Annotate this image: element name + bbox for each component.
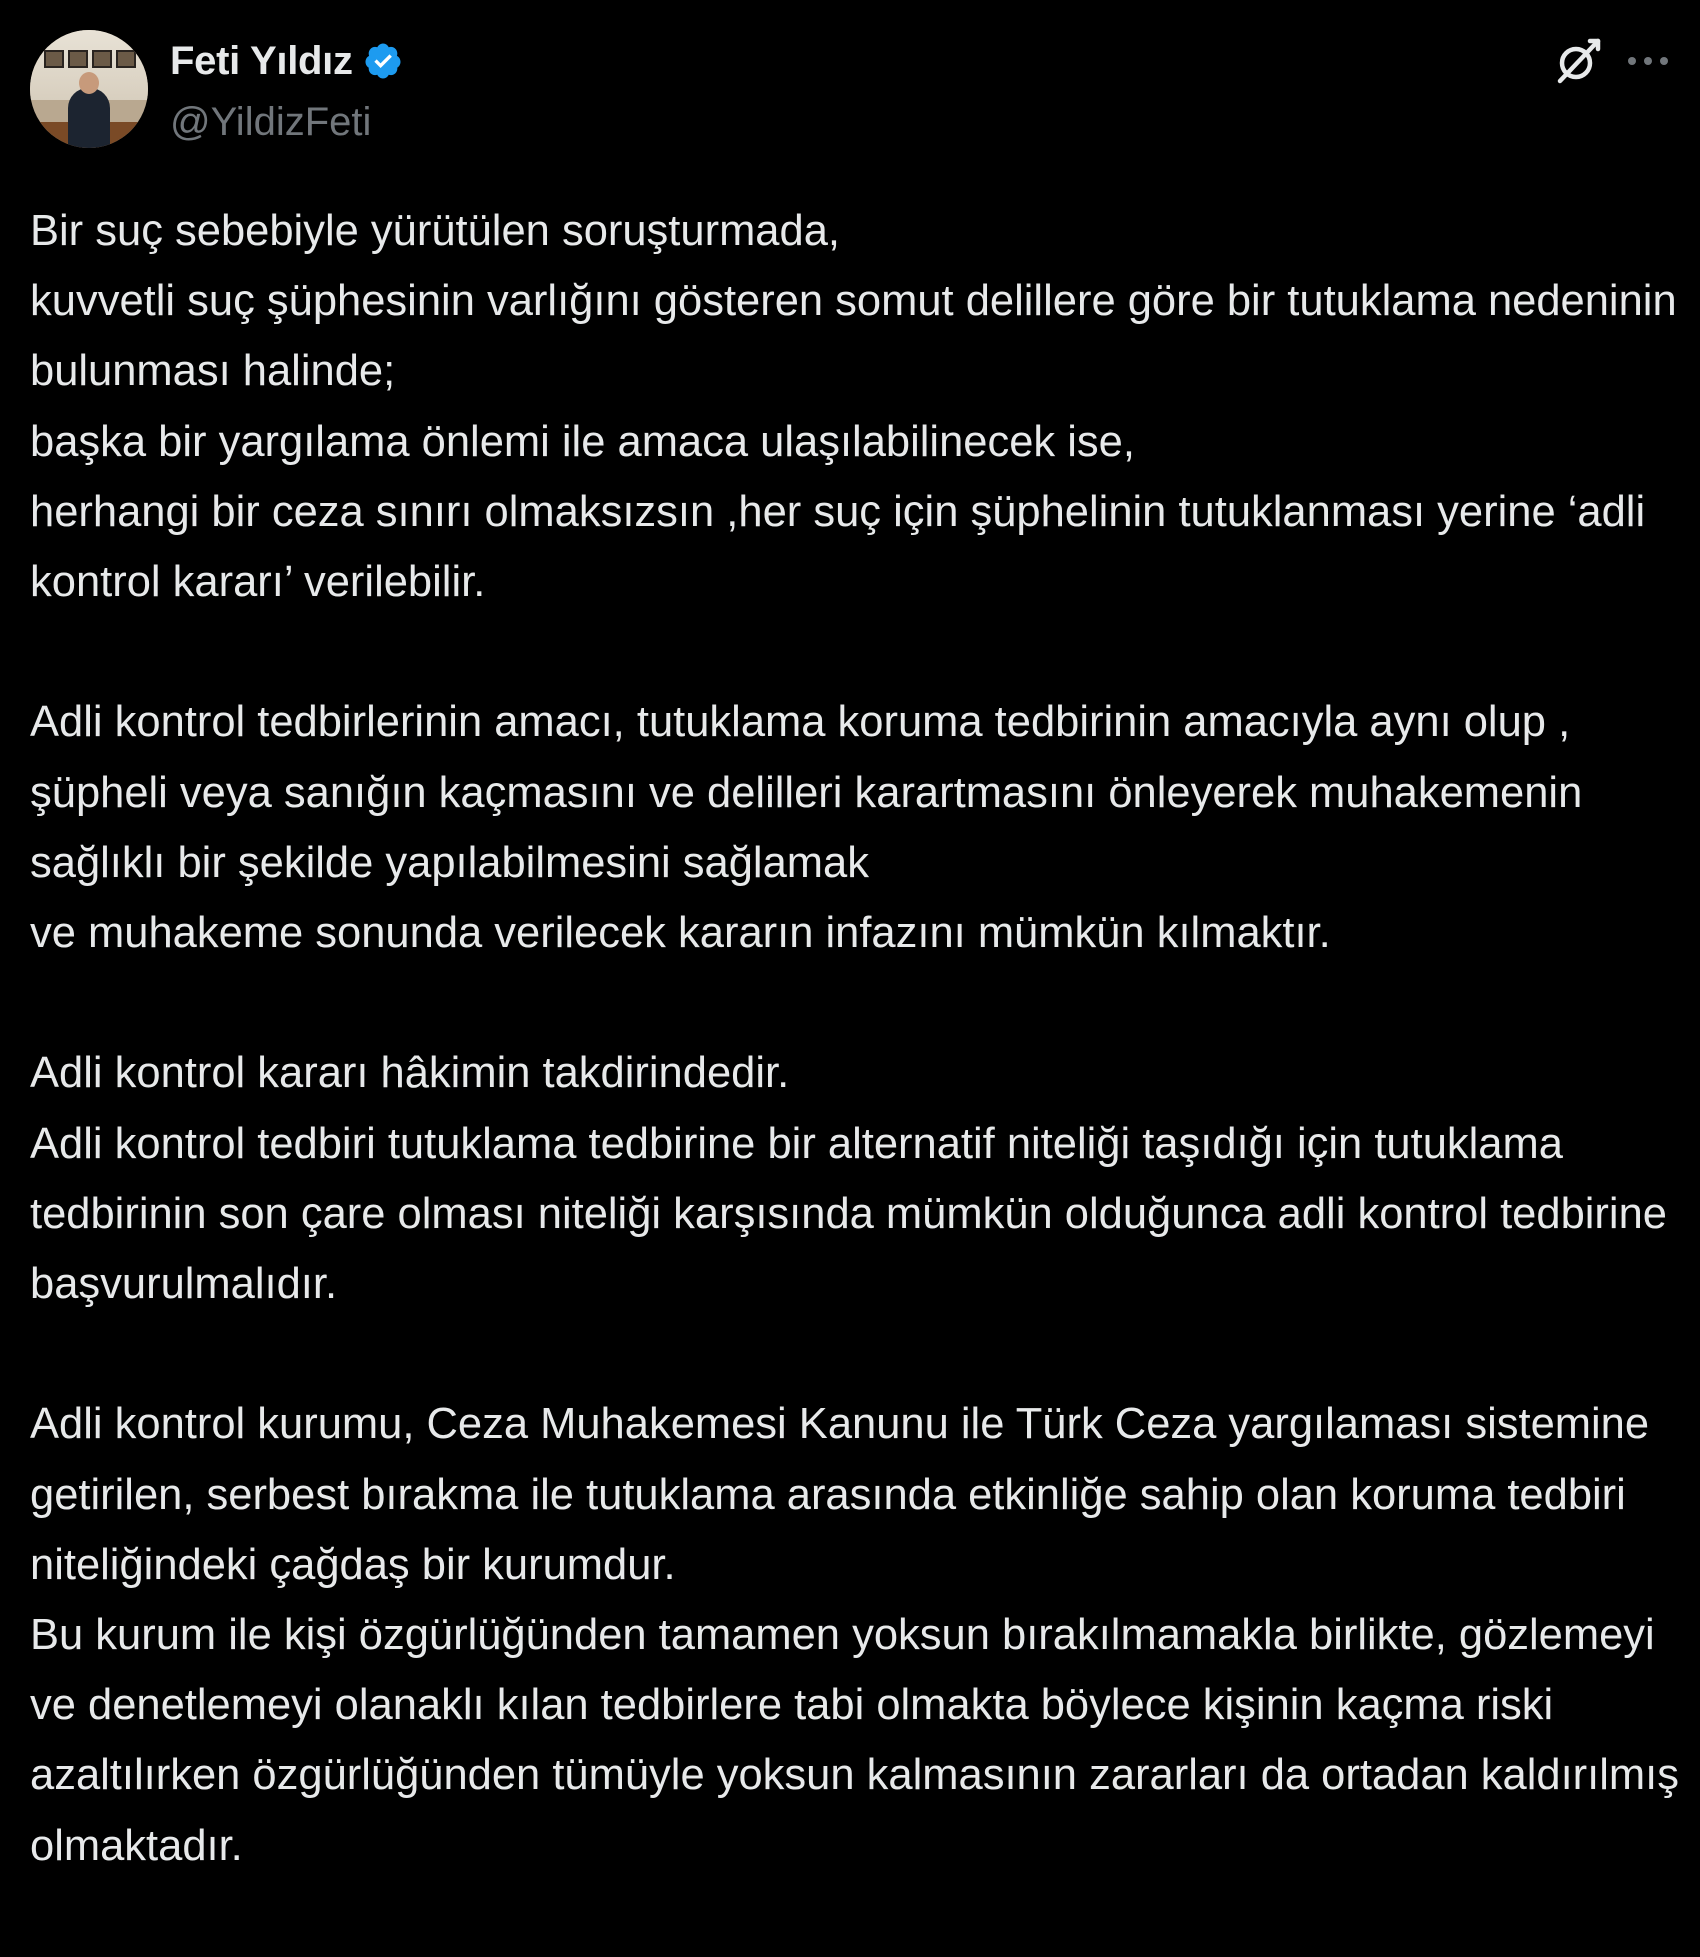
grok-icon[interactable] [1552,35,1604,87]
verified-badge-icon-svg [363,41,403,81]
more-options-icon[interactable] [1626,51,1670,71]
avatar-detail [79,72,99,94]
post-header [30,30,1670,155]
author-handle[interactable]: @YildizFeti [170,100,372,144]
grok-icon-svg [1552,35,1604,87]
author-display-name[interactable]: Feti Yıldız [170,38,353,83]
avatar-detail [68,50,88,68]
verified-badge-icon[interactable] [363,41,403,81]
avatar-detail [116,50,136,68]
avatar-detail [68,88,110,148]
avatar-detail [44,50,64,68]
post-text: Bir suç sebebiyle yürütülen soruşturmada, kuvvetli suç şüphesinin varlığını gösteren somut delillere göre bir tutuklama nedeninin bulunması halinde; başka bir yargılama önlemi ile amaca ulaşılabilinecek ise, herhangi bir ceza sınırı olmaksızsın ,her suç için şüphelinin tutuklanması yerine ‘adli kontrol kararı’ verilebilir. Adli kontrol tedbirlerinin amacı, tutuklama koruma tedbirinin amacıyla aynı olup , şüpheli veya sanığın kaçmasını ve delilleri karartmasını önleyerek muhakemenin sağlıklı bir şekilde yapılabilmesini sağlamak ve muhakeme sonunda verilecek kararın infazını mümkün kılmaktır. Adli kontrol kararı hâkimin takdirindedir. Adli kontrol tedbiri tutuklama tedbirine bir alternatif niteliği taşıdığı için tutuklama tedbirinin son çare olması niteliği karşısında mümkün olduğunca adli kontrol tedbirine başvurulmalıdır. Adli kontrol kurumu, Ceza Muhakemesi Kanunu ile Türk Ceza yargılaması sistemine getirilen, serbest bırakma ile tutuklama arasında etkinliğe sahip olan koruma tedbiri niteliğindeki çağdaş bir kurumdur. Bu kurum ile kişi özgürlüğünden tamamen yoksun bırakılmamakla birlikte, gözlemeyi ve denetlemeyi olanaklı kılan tedbirlere tabi olmakta böylece kişinin kaçma riski azaltılırken özgürlüğünden tümüyle yoksun kalmasının zararları da ortadan kaldırılmış olmaktadır. [30,207,1679,1870]
post-actions [1552,36,1670,86]
author-name-row [170,36,403,86]
more-options-icon-svg [1626,51,1670,71]
avatar[interactable] [30,30,148,148]
avatar-detail [92,50,112,68]
